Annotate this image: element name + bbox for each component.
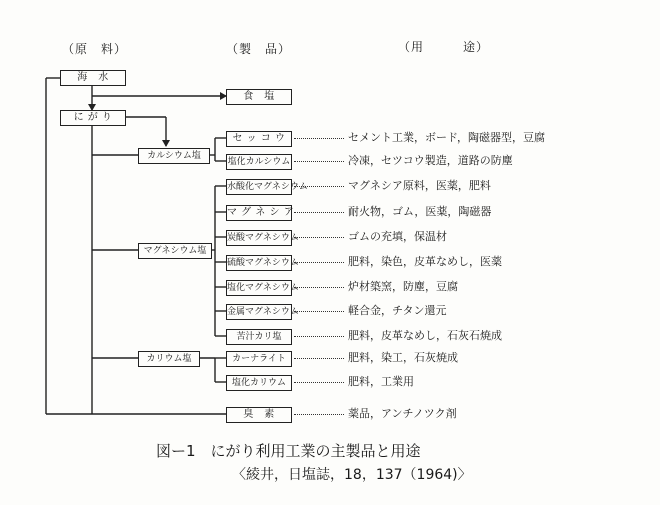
usage-bromine: 薬品，アンチノツク剤: [348, 407, 457, 420]
product-magnesium-hydroxide: 水酸化マグネシウム: [226, 179, 292, 195]
usage-metallic-magnesium: 軽合金，チタン還元: [348, 304, 447, 317]
usage-magnesium-carbonate: ゴムの充填，保温材: [348, 230, 447, 243]
leader-dots: [294, 138, 344, 139]
usage-calcium-chloride: 冷凍，セツコウ製造，道路の防塵: [348, 154, 513, 167]
usage-magnesium-chloride: 炉材築窯，防塵，豆腐: [348, 280, 458, 293]
usage-gypsum: セメント工業，ボード，陶磁器型，豆腐: [348, 131, 546, 144]
product-gypsum: セ ッ コ ウ: [226, 131, 292, 147]
leader-dots: [294, 311, 344, 312]
product-magnesium-sulfate: 硫酸マグネシウム: [226, 255, 292, 271]
leader-dots: [294, 382, 344, 383]
node-potassium-salt: カリウム塩: [138, 351, 200, 367]
product-magnesium-carbonate: 炭酸マグネシウム: [226, 230, 292, 246]
leader-dots: [294, 237, 344, 238]
leader-dots: [294, 186, 344, 187]
usage-magnesium-sulfate: 肥料，染色，皮革なめし，医薬: [348, 255, 502, 268]
node-salt: 食 塩: [226, 89, 292, 105]
node-magnesium-salt: マグネシウム塩: [138, 243, 212, 259]
usage-bittern-potash: 肥料，皮革なめし，石灰石焼成: [348, 329, 502, 342]
product-metallic-magnesium: 金属マグネシウム: [226, 304, 292, 320]
figure-citation: 〈綾井，日塩誌，18，137（1964)〉: [232, 467, 472, 483]
product-bromine: 臭 素: [226, 407, 292, 423]
product-magnesia: マ グ ネ シ ア: [226, 205, 292, 221]
product-calcium-chloride: 塩化カルシウム: [226, 154, 292, 170]
product-magnesium-chloride: 塩化マグネシウム: [226, 280, 292, 296]
figure-caption: 図ー1 にがり利用工業の主製品と用途: [156, 442, 421, 460]
leader-dots: [294, 212, 344, 213]
arrow-to-calcium-products: [162, 140, 170, 147]
leader-dots: [294, 262, 344, 263]
leader-dots: [294, 161, 344, 162]
leader-dots: [294, 287, 344, 288]
header-product: （製 品）: [226, 42, 292, 56]
product-potassium-chloride: 塩化カリウム: [226, 375, 292, 391]
usage-potassium-chloride: 肥料，工業用: [348, 375, 414, 388]
header-usage: （用 途）: [398, 40, 490, 54]
header-raw-material: （原 料）: [62, 42, 128, 56]
node-nigari: に が り: [60, 110, 126, 126]
leader-dots: [294, 336, 344, 337]
usage-magnesia: 耐火物，ゴム，医薬，陶磁器: [348, 205, 492, 218]
product-carnallite: カーナライト: [226, 351, 292, 367]
usage-carnallite: 肥料，染工，石灰焼成: [348, 351, 458, 364]
usage-magnesium-hydroxide: マグネシア原料，医薬，肥料: [348, 179, 491, 192]
node-calcium-salt: カルシウム塩: [138, 148, 210, 164]
product-bittern-potash: 苦汁カリ塩: [226, 329, 292, 345]
leader-dots: [294, 414, 344, 415]
leader-dots: [294, 358, 344, 359]
node-seawater: 海 水: [60, 70, 126, 86]
